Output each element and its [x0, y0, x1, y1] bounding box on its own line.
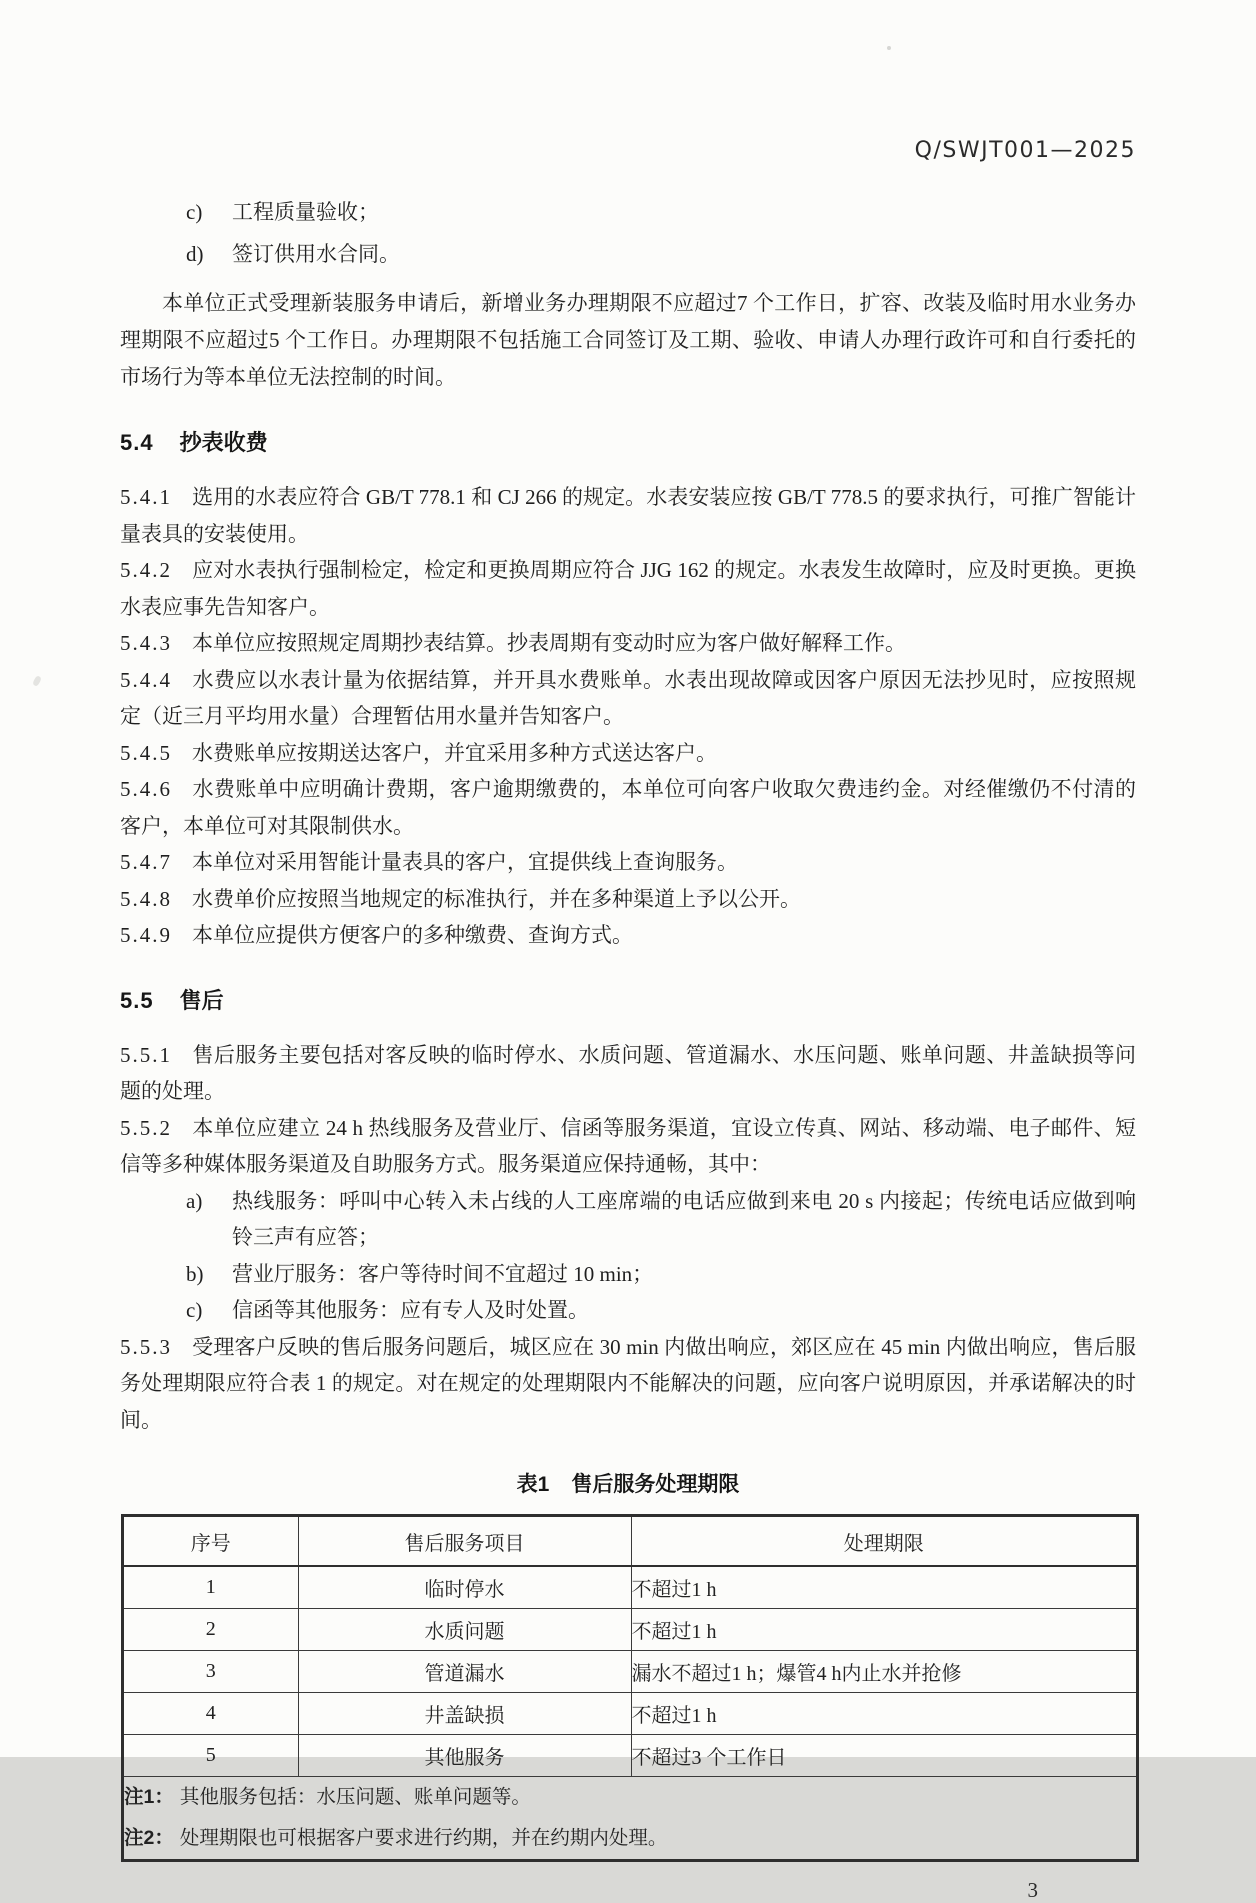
list-item-text: 签订供用水合同。	[232, 242, 400, 266]
clause-5-4-6	[120, 771, 1136, 844]
clause-number: 5.4.5	[120, 740, 172, 765]
cell-seq: 3	[123, 1651, 299, 1693]
table-notes	[123, 1777, 1138, 1861]
clause-5-4-3	[120, 625, 1136, 662]
clause-number: 5.4.9	[120, 923, 172, 947]
clause-text: 选用的水表应符合 GB/T 778.1 和 CJ 266 的规定。水表安装应按 GB/T 778.5 的要求执行，可推广智能计量表具的安装使用。	[120, 485, 1136, 546]
table-header-row	[123, 1516, 1138, 1567]
page-number: 3	[1027, 1878, 1038, 1902]
sub-item-c	[120, 1292, 1136, 1329]
section-title: 抄表收费	[179, 430, 268, 455]
scan-speck	[887, 46, 891, 50]
cell-limit: 不超过3 个工作日	[631, 1735, 1138, 1777]
clause-text: 售后服务主要包括对客反映的临时停水、水质问题、管道漏水、水压问题、账单问题、井盖缺损等问题的处理。	[120, 1042, 1136, 1103]
clause-text: 本单位应建立 24 h 热线服务及营业厅、信函等服务渠道，宜设立传真、网站、移动端、电子邮件、短信等多种媒体服务渠道及自助服务方式。服务渠道应保持通畅，其中：	[120, 1115, 1136, 1176]
lettered-list	[120, 191, 1136, 275]
note-text: 处理期限也可根据客户要求进行约期，并在约期内处理。	[179, 1828, 668, 1849]
cell-seq: 2	[123, 1609, 299, 1651]
table-row	[123, 1609, 1138, 1651]
sub-item-text: 信函等其他服务：应有专人及时处置。	[232, 1298, 589, 1322]
clause-5-5-2	[120, 1110, 1136, 1183]
list-item-label: d)	[186, 242, 204, 266]
scan-speck	[32, 675, 42, 687]
clause-5-5-1	[120, 1037, 1136, 1110]
cell-seq: 5	[123, 1735, 299, 1777]
table1-caption-number: 表1	[516, 1473, 550, 1496]
list-item-text: 工程质量验收；	[232, 200, 379, 224]
clause-5-4-8	[120, 881, 1136, 918]
cell-limit: 不超过1 h	[631, 1566, 1138, 1609]
table-note-1	[124, 1777, 1136, 1818]
after-sales-table	[121, 1514, 1139, 1862]
table-note-2	[124, 1818, 1136, 1859]
clause-text: 本单位应按照规定周期抄表结算。抄表周期有变动时应为客户做好解释工作。	[192, 631, 906, 655]
clause-5-4-2	[120, 552, 1136, 625]
table-row	[123, 1566, 1138, 1609]
section-title: 售后	[179, 987, 224, 1013]
clause-text: 水费应以水表计量为依据结算，并开具水费账单。水表出现故障或因客户原因无法抄见时，应按照规定（近三月平均用水量）合理暂估用水量并告知客户。	[120, 667, 1136, 728]
clause-number: 5.5.2	[120, 1115, 172, 1140]
cell-item: 临时停水	[298, 1566, 631, 1609]
table-notes-row	[123, 1777, 1138, 1861]
clause-number: 5.4.6	[120, 777, 172, 801]
clause-number: 5.4.8	[120, 886, 172, 911]
cell-seq: 4	[123, 1693, 299, 1735]
clause-text: 应对水表执行强制检定，检定和更换周期应符合 JJG 162 的规定。水表发生故障时，应及时更换。更换水表应事先告知客户。	[120, 558, 1136, 619]
sub-item-label: c)	[186, 1298, 203, 1322]
section-number: 5.4	[120, 430, 154, 455]
clause-text: 本单位应提供方便客户的多种缴费、查询方式。	[192, 923, 633, 947]
cell-limit: 不超过1 h	[631, 1693, 1138, 1735]
sub-item-label: a)	[186, 1188, 203, 1213]
sub-item-b	[120, 1256, 1136, 1293]
section-heading-5-4	[120, 426, 1136, 457]
clause-text: 水费账单应按期送达客户，并宜采用多种方式送达客户。	[192, 740, 717, 765]
sub-item-label: b)	[186, 1261, 204, 1286]
section-heading-5-5	[120, 984, 1136, 1015]
cell-item: 水质问题	[298, 1609, 631, 1651]
col-header-limit: 处理期限	[631, 1516, 1138, 1567]
section-number: 5.5	[120, 987, 154, 1013]
clause-number: 5.4.3	[120, 631, 172, 655]
cell-limit: 不超过1 h	[631, 1609, 1138, 1651]
note-label: 注2：	[124, 1827, 174, 1849]
sub-item-text: 热线服务：呼叫中心转入未占线的人工座席端的电话应做到来电 20 s 内接起；传统电话应做到响铃三声有应答；	[232, 1188, 1136, 1249]
sub-item-text: 营业厅服务：客户等待时间不宜超过 10 min；	[232, 1261, 654, 1286]
clause-text: 受理客户反映的售后服务问题后，城区应在 30 min 内做出响应，郊区应在 45 min 内做出响应，售后服务处理期限应符合表 1 的规定。对在规定的处理期限内不能解决的问题，应向客户说明原因，并承诺解决的时间。	[120, 1334, 1136, 1432]
note-text: 其他服务包括：水压问题、账单问题等。	[179, 1787, 531, 1808]
scan-speck	[1106, 1344, 1111, 1348]
col-header-item: 售后服务项目	[298, 1516, 631, 1567]
list-item	[120, 233, 1136, 275]
clause-5-4-1	[120, 479, 1136, 552]
note-label: 注1：	[124, 1786, 174, 1808]
list-item-label: c)	[186, 200, 203, 224]
col-header-seq: 序号	[123, 1516, 299, 1567]
doc-number: Q/SWJT001—2025	[914, 138, 1136, 163]
cell-limit: 漏水不超过1 h；爆管4 h内止水并抢修	[631, 1651, 1138, 1693]
clause-number: 5.4.7	[120, 850, 172, 874]
clause-5-4-4	[120, 662, 1136, 735]
intro-paragraph: 本单位正式受理新装服务申请后，新增业务办理期限不应超过7 个工作日，扩容、改装及临时用水业务办理期限不应超过5 个工作日。办理期限不包括施工合同签订及工期、验收、申请人办理行政许可和自行委托的市场行为等本单位无法控制的时间。	[120, 291, 1136, 389]
clause-number: 5.5.1	[120, 1042, 172, 1067]
clause-5-4-7	[120, 844, 1136, 881]
cell-item: 其他服务	[298, 1735, 631, 1777]
table1-caption	[120, 1468, 1136, 1498]
clause-5-4-9	[120, 917, 1136, 954]
table1-caption-title: 售后服务处理期限	[571, 1473, 740, 1496]
cell-seq: 1	[123, 1566, 299, 1609]
clause-text: 水费单价应按照当地规定的标准执行，并在多种渠道上予以公开。	[192, 886, 801, 911]
table-row	[123, 1693, 1138, 1735]
sub-item-a	[120, 1183, 1136, 1256]
clause-text: 本单位对采用智能计量表具的客户，宜提供线上查询服务。	[192, 850, 738, 874]
table-row	[123, 1735, 1138, 1777]
cell-item: 管道漏水	[298, 1651, 631, 1693]
clause-number: 5.5.3	[120, 1334, 172, 1359]
cell-item: 井盖缺损	[298, 1693, 631, 1735]
clause-5-4-5	[120, 735, 1136, 772]
clause-number: 5.4.2	[120, 558, 172, 582]
clause-number: 5.4.4	[120, 667, 172, 692]
table-row	[123, 1651, 1138, 1693]
list-item	[120, 191, 1136, 233]
clause-text: 水费账单中应明确计费期，客户逾期缴费的，本单位可向客户收取欠费违约金。对经催缴仍不付清的客户，本单位可对其限制供水。	[120, 777, 1136, 838]
clause-5-5-3	[120, 1329, 1136, 1439]
clause-number: 5.4.1	[120, 485, 172, 509]
